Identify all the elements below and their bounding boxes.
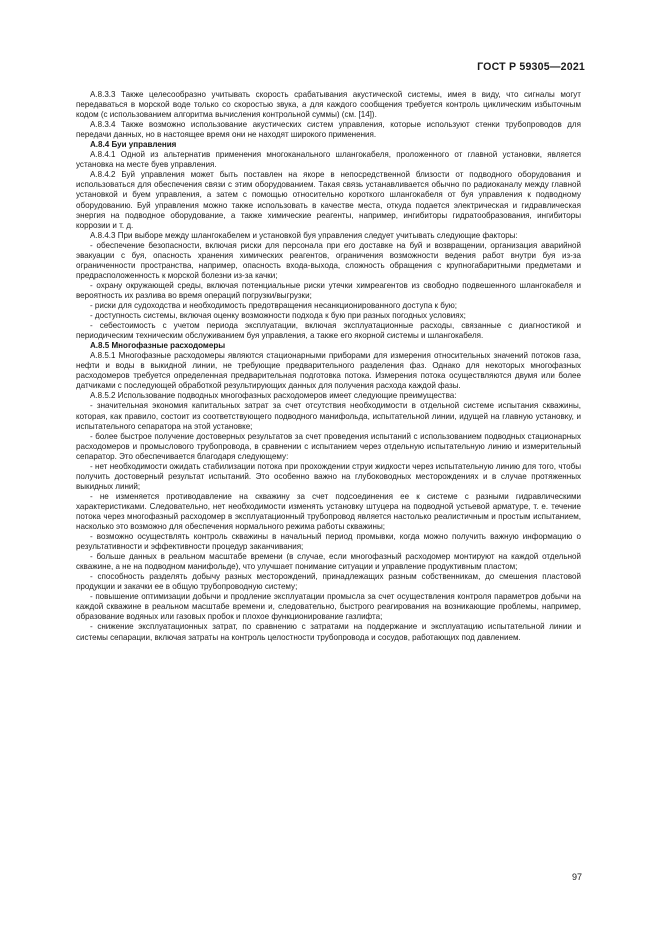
list-item: - себестоимость с учетом периода эксплуатации, включая эксплуатационные расходы, связанные с диагностикой и периодическим техническим обслуживанием буя управления, а также его якорной системы и шлангокабеля.: [76, 321, 581, 341]
list-item: - не изменяется противодавление на скважину за счет подсоединения ее к системе с разными гидравлическими характеристиками. Следовательно, нет необходимости изменять установку штуцера на подводной устьевой арматуре, т. е. течение потока через многофазный расходомер в эксплуатационный трубопровод является настолько реалистичным и простым испытанием, насколько это возможно для обеспечения нормального режима работы скважины;: [76, 491, 581, 532]
list-item: - больше данных в реальном масштабе времени (в случае, если многофазный расходомер монтируют на каждой отдельной скважине, а не на подводном манифольде), что улучшает понимание ситуации и управление продуктивным пластом;: [76, 552, 581, 572]
list-item: - повышение оптимизации добычи и продление эксплуатации промысла за счет осуществления контроля параметров добычи на каждой скважине в реальном масштабе времени и, следовательно, быстрого реагирования на возникающие проблемы, например, образование водяных или газовых пробок и плохое функционирование газлифта;: [76, 592, 581, 622]
list-item: - значительная экономия капитальных затрат за счет отсутствия необходимости в отдельной системе испытания скважины, которая, как правило, состоит из соответствующего подводного манифольда, испытательной линии, идущей на главную установку, и испытательного сепаратора на этой установке;: [76, 401, 581, 431]
paragraph: А.8.4.2 Буй управления может быть поставлен на якоре в непосредственной близости от подводного оборудования и использоваться для обеспечения связи с этим оборудованием. Такая связь устанавливается обычно по радиоканалу между главной установкой и буем управления, а затем с помощью относительно короткого шлангокабеля от буя управления к подводному оборудованию. Буй управления можно также использовать в качестве места, откуда подается электрическая и гидравлическая энергия на подводное оборудование, а также химические реагенты, например, ингибиторы гидратообразования, ингибиторы коррозии и т. д.: [76, 170, 581, 230]
paragraph: А.8.5.2 Использование подводных многофазных расходомеров имеет следующие преимущества:: [90, 391, 457, 401]
paragraph: А.8.3.3 Также целесообразно учитывать скорость срабатывания акустической системы, имея в виду, что сигналы могут передаваться в морской воде только со скоростью звука, а для каждого сообщения требуется контроль циклическим избыточным кодом (с использованием алгоритма вычисления контрольной суммы) (см. [14]).: [76, 90, 581, 120]
list-item: - нет необходимости ожидать стабилизации потока при прохождении струи жидкости через испытательную линию для того, чтобы получить достоверный результат испытаний. Это особенно важно на глубоководных месторождениях и в случае протяженных выкидных линий;: [76, 461, 581, 491]
list-item: - обеспечение безопасности, включая риски для персонала при его доставке на буй и возвращении, организация аварийной эвакуации с буя, опасность хранения химических реагентов, ограничения возможности ведения работ внутри буя из-за ограниченности пространства, например, опасность входа-выхода, сложность обращения с крупногабаритными предметами и предрасположенность к морской болезни из-за качки;: [76, 240, 581, 280]
page-number: 97: [571, 872, 582, 882]
list-item: - более быстрое получение достоверных результатов за счет проведения испытаний с использованием подводных стационарных расходомеров и промыслового трубопровода, в сравнении с испытанием через отдельную испытательную линию и измерительный сепаратор. Это обеспечивается благодаря следующему:: [76, 431, 581, 461]
document-body: [76, 90, 581, 643]
document-standard-id: ГОСТ Р 59305—2021: [477, 61, 585, 73]
paragraph: А.8.4.3 При выборе между шлангокабелем и установкой буя управления следует учитывать следующие факторы:: [90, 230, 518, 240]
list-item: - возможно осуществлять контроль скважины в начальный период промывки, когда можно получить важную информацию о результативности и эффективности процедур заканчивания;: [76, 532, 581, 552]
paragraph: А.8.4.1 Одной из альтернатив применения многоканального шлангокабеля, проложенного от главной установки, является установка на месте буев управления.: [76, 150, 581, 170]
paragraph: А.8.5.1 Многофазные расходомеры являются стационарными приборами для измерения относительных значений потоков газа, нефти и воды в выкидной линии, не требующие предварительного разделения фаз. Однако для некоторых многофазных расходомеров требуется определенная предварительная подготовка потока. Измерения потока осуществляются двумя или более датчиками с последующей обработкой результирующих данных для получения расхода каждой фазы.: [76, 351, 581, 391]
section-heading: А.8.4 Буи управления: [90, 140, 177, 150]
list-item: - снижение эксплуатационных затрат, по сравнению с затратами на поддержание и эксплуатацию испытательной линии и системы сепарации, включая затраты на контроль целостности трубопровода и сосудов, работающих под давлением.: [76, 622, 581, 642]
list-item: - риски для судоходства и необходимость предотвращения несанкционированного доступа к бую;: [90, 300, 458, 310]
section-heading: А.8.5 Многофазные расходомеры: [90, 341, 226, 351]
list-item: - охрану окружающей среды, включая потенциальные риски утечки химреагентов из свободно подвешенного шлангокабеля и вероятность их разлива во время операций погрузки/выгрузки;: [76, 280, 581, 300]
list-item: - доступность системы, включая оценку возможности подхода к бую при разных погодных условиях;: [90, 311, 466, 321]
paragraph: А.8.3.4 Также возможно использование акустических систем управления, которые используют стенки трубопроводов для передачи данных, но в настоящее время они не находят широкого применения.: [76, 120, 581, 140]
list-item: - способность разделять добычу разных месторождений, принадлежащих разным собственникам, до смешения пластовой продукции и закачки ее в общую трубопроводную систему;: [76, 572, 581, 592]
